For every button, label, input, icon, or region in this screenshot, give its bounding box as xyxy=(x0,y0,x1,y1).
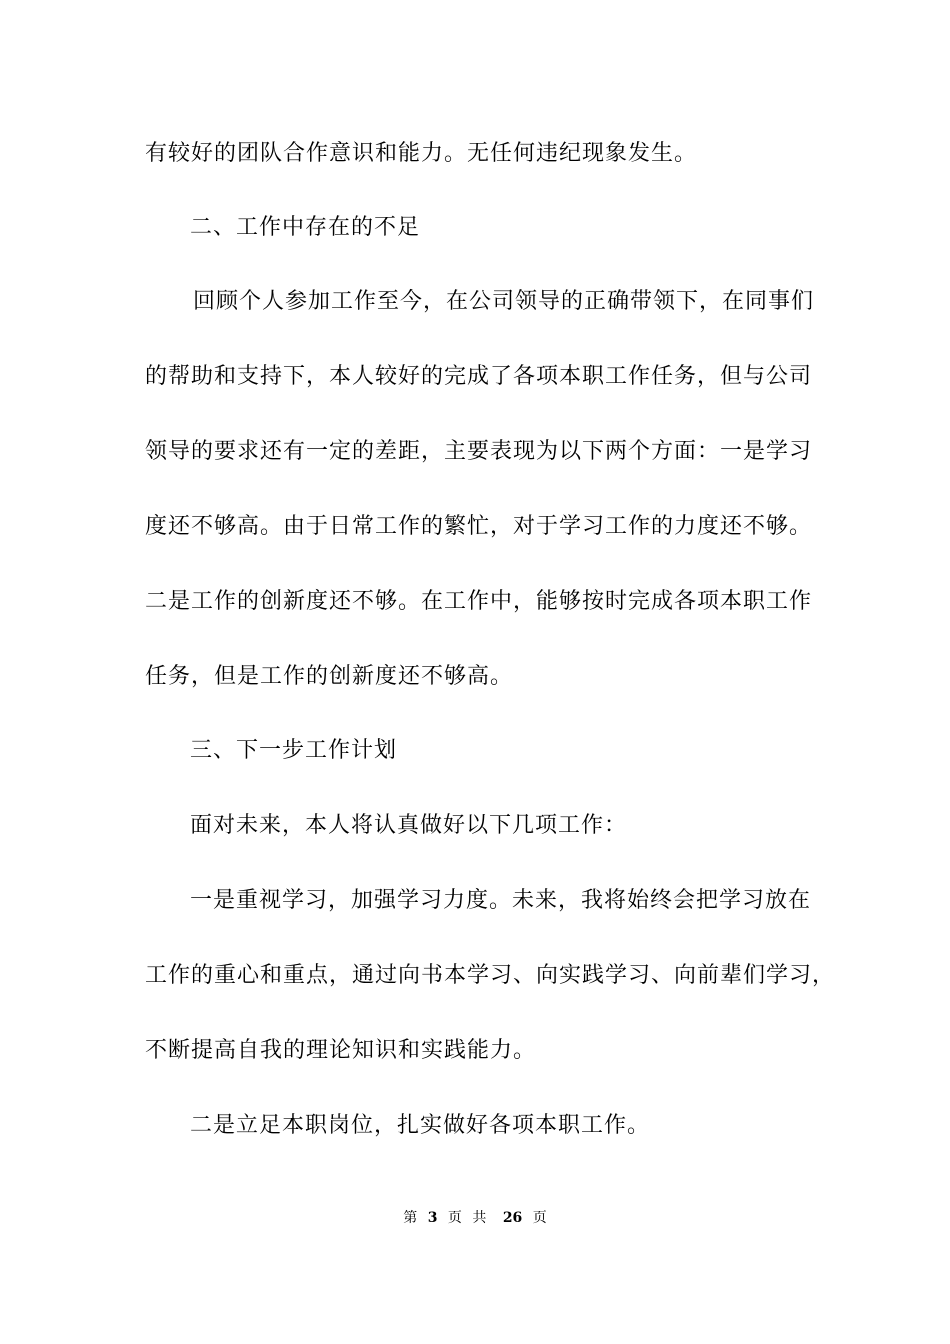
paragraph-line: 二是立足本职岗位，扎实做好各项本职工作。 xyxy=(190,1113,651,1138)
footer-prefix: 第 xyxy=(403,1210,418,1226)
paragraph-line: 领导的要求还有一定的差距，主要表现为以下两个方面：一是学习 xyxy=(145,439,813,464)
paragraph-line: 一是重视学习，加强学习力度。未来，我将始终会把学习放在 xyxy=(190,888,812,913)
total-pages: 26 xyxy=(502,1210,523,1226)
paragraph-line: 二是工作的创新度还不够。在工作中，能够按时完成各项本职工作 xyxy=(145,589,813,614)
paragraph-line: 面对未来，本人将认真做好以下几项工作： xyxy=(190,813,628,838)
paragraph-line: 度还不够高。由于日常工作的繁忙，对于学习工作的力度还不够。 xyxy=(145,514,813,539)
paragraph-line: 回顾个人参加工作至今，在公司领导的正确带领下，在同事们 xyxy=(193,289,815,314)
paragraph-line: 的帮助和支持下，本人较好的完成了各项本职工作任务，但与公司 xyxy=(145,364,813,389)
paragraph-line: 不断提高自我的理论知识和实践能力。 xyxy=(145,1038,537,1063)
paragraph-line: 有较好的团队合作意识和能力。无任何违纪现象发生。 xyxy=(145,141,698,166)
paragraph-line: 工作的重心和重点，通过向书本学习、向实践学习、向前辈们学习， xyxy=(145,963,836,988)
footer-total-unit: 页 xyxy=(532,1210,547,1226)
paragraph-line: 任务，但是工作的创新度还不够高。 xyxy=(145,664,514,689)
section-heading: 三、下一步工作计划 xyxy=(190,738,398,763)
footer-total-prefix: 共 xyxy=(472,1210,487,1226)
page-footer xyxy=(0,1208,950,1228)
footer-page-unit: 页 xyxy=(447,1210,462,1226)
page-number: 3 xyxy=(427,1210,438,1226)
section-heading: 二、工作中存在的不足 xyxy=(190,215,421,240)
